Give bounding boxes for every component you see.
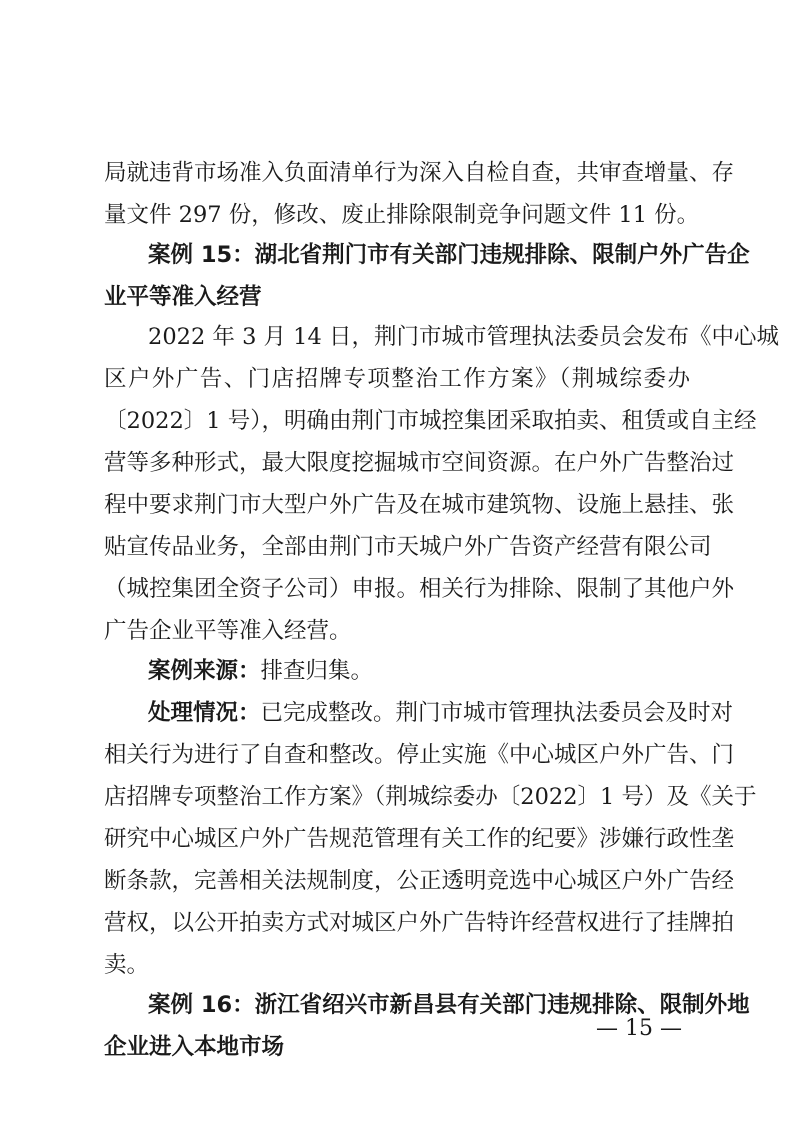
case15-handling-line-4: 研究中心城区户外广告规范管理有关工作的纪要》涉嫌行政性垄 xyxy=(104,826,735,852)
case16-heading-line-2: 企业进入本地市场 xyxy=(104,1034,285,1060)
case16-heading-line-1: 案例 16：浙江省绍兴市新昌县有关部门违规排除、限制外地 xyxy=(148,992,750,1018)
intro-line-1: 局就违背市场准入负面清单行为深入自检自查，共审查增量、存 xyxy=(104,160,735,186)
case15-handling-label: 处理情况： xyxy=(148,700,261,726)
case15-body-line-5: 程中要求荆门市大型户外广告及在城市建筑物、设施上悬挂、张 xyxy=(104,492,735,518)
case15-heading-line-1: 案例 15：湖北省荆门市有关部门违规排除、限制户外广告企 xyxy=(148,242,750,268)
page-number: — 15 — xyxy=(596,1016,682,1041)
case15-body-line-4: 营等多种形式，最大限度挖掘城市空间资源。在户外广告整治过 xyxy=(104,450,735,476)
case15-body-line-6: 贴宣传品业务，全部由荆门市天城户外广告资产经营有限公司 xyxy=(104,534,712,560)
case15-handling-text: 已完成整改。荆门市城市管理执法委员会及时对 xyxy=(260,700,734,726)
case15-body-line-7: （城控集团全资子公司）申报。相关行为排除、限制了其他户外 xyxy=(104,576,735,602)
case15-body-line-3: 〔2022〕1 号），明确由荆门市城控集团采取拍卖、租赁或自主经 xyxy=(104,408,757,434)
case15-body-line-8: 广告企业平等准入经营。 xyxy=(104,618,352,644)
case15-heading-line-2: 业平等准入经营 xyxy=(104,284,262,310)
case15-source xyxy=(148,656,690,686)
case15-body-line-2: 区户外广告、门店招牌专项整治工作方案》（荆城综委办 xyxy=(104,366,690,392)
case15-handling-line-1 xyxy=(148,698,734,728)
case15-body-line-1: 2022 年 3 月 14 日，荆门市城市管理执法委员会发布《中心城 xyxy=(148,324,779,350)
case15-source-label: 案例来源： xyxy=(148,658,261,684)
case15-handling-line-7: 卖。 xyxy=(104,952,150,978)
case15-source-value: 排查归集。 xyxy=(260,658,374,684)
intro-line-2: 量文件 297 份，修改、废止排除限制竞争问题文件 11 份。 xyxy=(104,202,700,228)
case15-handling-line-3: 店招牌专项整治工作方案》（荆城综委办〔2022〕1 号）及《关于 xyxy=(104,784,757,810)
case15-handling-line-5: 断条款，完善相关法规制度，公正透明竞选中心城区户外广告经 xyxy=(104,868,735,894)
case15-handling-line-6: 营权，以公开拍卖方式对城区户外广告特许经营权进行了挂牌拍 xyxy=(104,910,735,936)
case15-handling-line-2: 相关行为进行了自查和整改。停止实施《中心城区户外广告、门 xyxy=(104,742,735,768)
